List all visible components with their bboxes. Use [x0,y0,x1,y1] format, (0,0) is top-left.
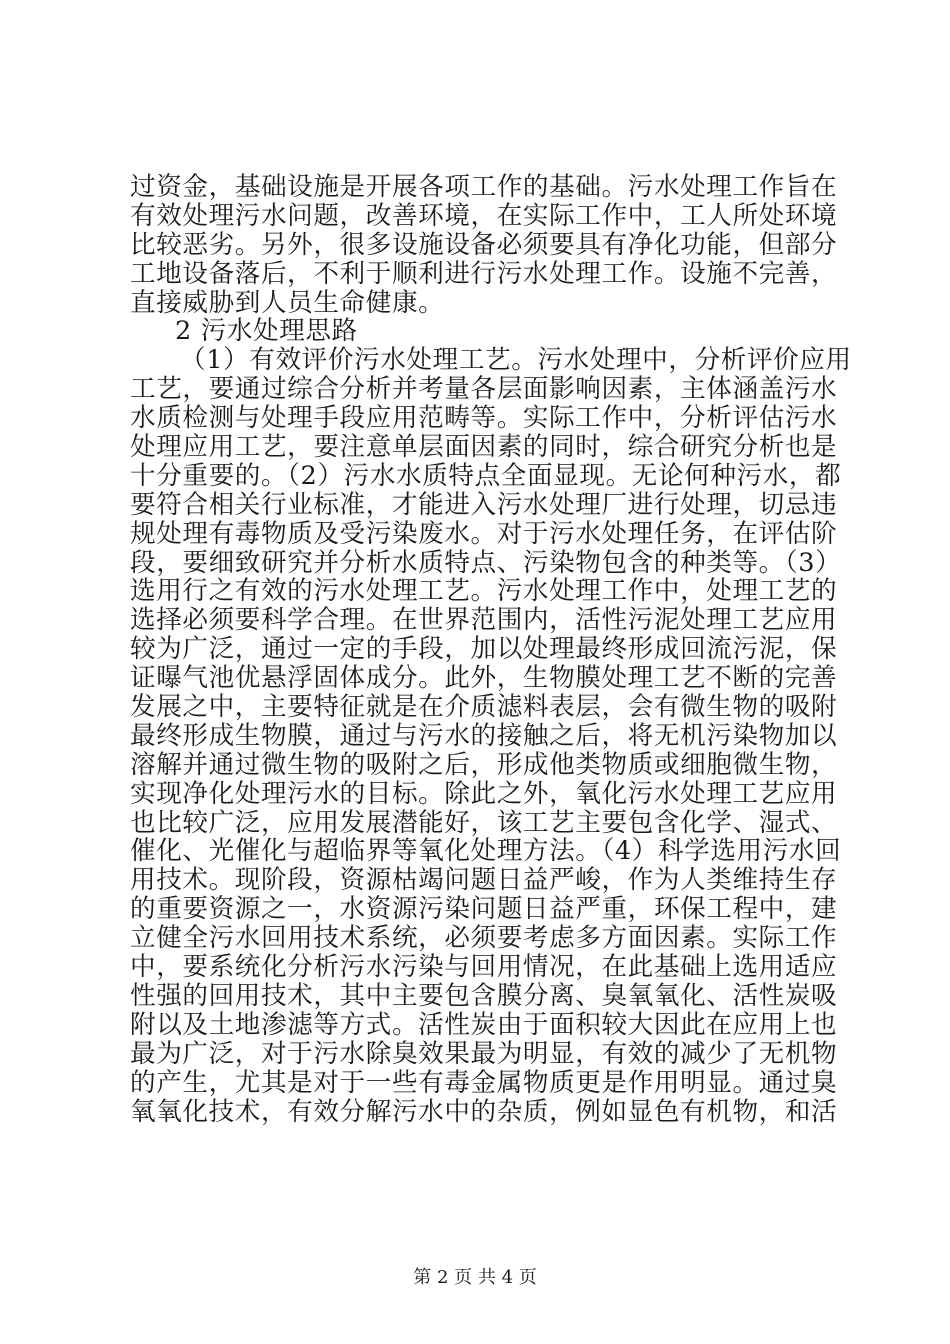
text-line: 段，要细致研究并分析水质特点、污染物包含的种类等。（3） [130,547,842,578]
text-line: 选择必须要科学合理。在世界范围内，活性污泥处理工艺应用 [130,605,838,636]
text-line: 催化、光催化与超临界等氧化处理方法。（4）科学选用污水回 [130,836,842,867]
text-line: 比较恶劣。另外，很多设施设备必须要具有净化功能，但部分 [130,229,838,260]
paragraph-first-line: （1）有效评价污水处理工艺。污水处理中，分析评价应用 [180,345,852,376]
text-line: 性强的回用技术，其中主要包含膜分离、臭氧氧化、活性炭吸 [130,980,838,1011]
text-line: 规处理有毒物质及受污染废水。对于污水处理任务，在评估阶 [130,518,838,549]
text-line: 的产生，尤其是对于一些有毒金属物质更是作用明显。通过臭 [130,1067,838,1098]
text-line: 用技术。现阶段，资源枯竭问题日益严峻，作为人类维持生存 [130,865,838,896]
text-line: 最为广泛，对于污水除臭效果最为明显，有效的减少了无机物 [130,1038,838,1069]
text-line: 工地设备落后，不利于顺利进行污水处理工作。设施不完善， [130,258,838,289]
text-line: 最终形成生物膜，通过与污水的接触之后，将无机污染物加以 [130,720,838,751]
text-line: 中，要系统化分析污水污染与回用情况，在此基础上选用适应 [130,952,838,983]
text-line: 氧氧化技术，有效分解污水中的杂质，例如显色有机物，和活 [130,1096,838,1127]
text-line: 过资金，基础设施是开展各项工作的基础。污水处理工作旨在 [130,172,838,202]
text-line: 证曝气池优悬浮固体成分。此外，生物膜处理工艺不断的完善 [130,663,838,694]
text-line: 立健全污水回用技术系统，必须要考虑多方面因素。实际工作 [130,923,838,954]
text-line: 要符合相关行业标准，才能进入污水处理厂进行处理，切忌违 [130,489,838,520]
text-line: 直接威胁到人员生命健康。 [130,287,445,318]
text-line: 处理应用工艺，要注意单层面因素的同时，综合研究分析也是 [130,432,838,463]
text-line: 水质检测与处理手段应用范畴等。实际工作中，分析评估污水 [130,403,838,434]
text-line: 较为广泛，通过一定的手段，加以处理最终形成回流污泥，保 [130,634,838,665]
text-line: 工艺，要通过综合分析并考量各层面影响因素，主体涵盖污水 [130,374,838,405]
text-line: 的重要资源之一，水资源污染问题日益严重，环保工程中，建 [130,894,838,925]
text-line: 有效处理污水问题，改善环境，在实际工作中，工人所处环境 [130,200,838,231]
text-line: 十分重要的。（2）污水水质特点全面显现。无论何种污水，都 [130,460,842,491]
text-line: 发展之中，主要特征就是在介质滤料表层，会有微生物的吸附 [130,692,838,723]
text-line: 溶解并通过微生物的吸附之后，形成他类物质或细胞微生物， [130,749,838,780]
page-number-label: 第 2 页 共 4 页 [413,1267,537,1288]
text-line: 实现净化处理污水的目标。除此之外，氧化污水处理工艺应用 [130,778,838,809]
page-footer [0,1268,950,1288]
text-line: 选用行之有效的污水处理工艺。污水处理工作中，处理工艺的 [130,576,838,607]
document-body [130,172,852,1127]
text-line: 附以及土地渗滤等方式。活性炭由于面积较大因此在应用上也 [130,1009,838,1040]
section-heading: 2 污水处理思路 [175,316,358,347]
text-line: 也比较广泛，应用发展潜能好，该工艺主要包含化学、湿式、 [130,807,838,838]
